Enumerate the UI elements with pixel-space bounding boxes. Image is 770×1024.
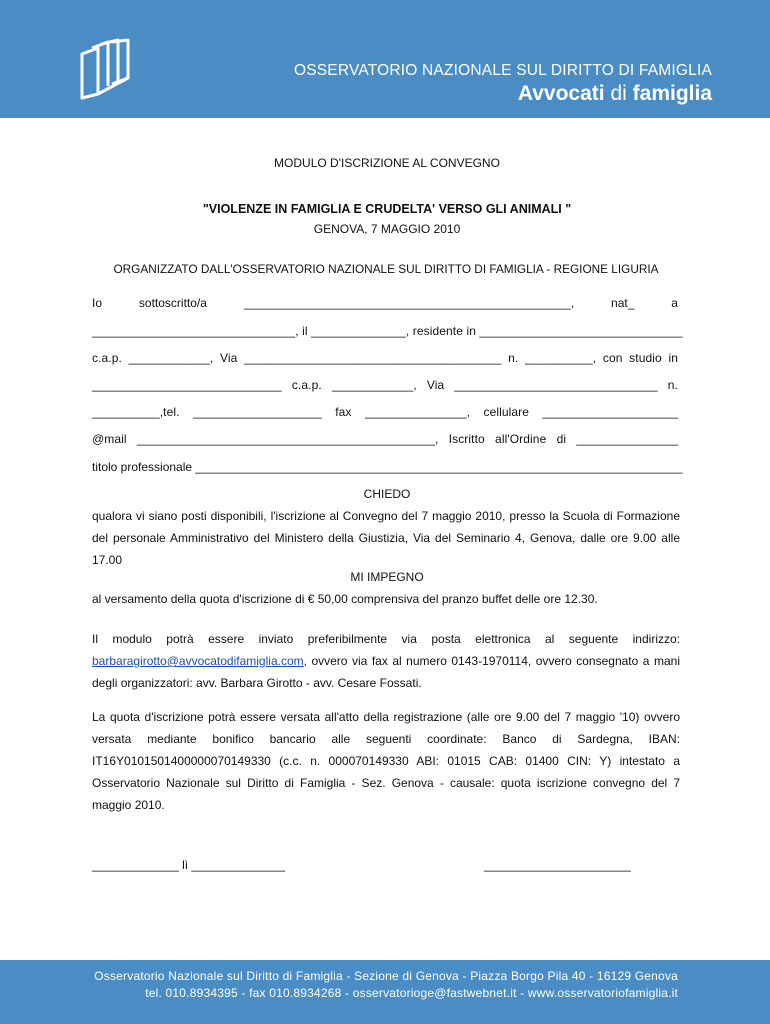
form-title: MODULO D'ISCRIZIONE AL CONVEGNO: [274, 156, 500, 170]
field-line-studio[interactable]: ____________________________ c.a.p. ____________, Via ______________________________ n.: [92, 378, 678, 392]
field-line-name[interactable]: Io sottoscritto/a _________________________________________________, nat_ a: [92, 296, 678, 310]
field-line-mail[interactable]: @mail ____________________________________________, Iscritto all'Ordine di _______________: [92, 432, 678, 446]
footer-contacts: tel. 010.8934395 - fax 010.8934268 - osservatorioge@fastwebnet.it - www.osservatoriofamiglia.it: [145, 986, 678, 1000]
chiedo-heading: CHIEDO: [363, 487, 411, 501]
organizer: ORGANIZZATO DALL'OSSERVATORIO NAZIONALE SUL DIRITTO DI FAMIGLIA - REGIONE LIGURIA: [113, 262, 659, 276]
signature-line[interactable]: ______________________: [484, 858, 631, 872]
invio-paragraph: Il modulo potrà essere inviato preferibilmente via posta elettronica al seguente indirizzo: barbaragirotto@avvocatodifamiglia.com, ovvero via fax al numero 0143-1970114, ovvero consegnato a mani degli organizzatori: avv. Barbara Girotto - avv. Cesare Fossati.: [92, 632, 680, 690]
event-place-date: GENOVA, 7 MAGGIO 2010: [313, 222, 461, 236]
impegno-text: al versamento della quota d'iscrizione di € 50,00 comprensiva del pranzo buffet delle ore 12.30.: [92, 592, 598, 606]
sign-place-date[interactable]: _____________ lì ______________: [92, 858, 285, 872]
field-line-address[interactable]: c.a.p. ____________, Via ______________________________________ n. __________, con studio in: [92, 351, 678, 365]
event-title: "VIOLENZE IN FAMIGLIA E CRUDELTA' VERSO GLI ANIMALI ": [202, 202, 572, 216]
header-banner: [0, 0, 770, 118]
quota-paragraph: La quota d'iscrizione potrà essere versata all'atto della registrazione (alle ore 9.00 del 7 maggio '10) ovvero versata mediante bonifico bancario alle seguenti coordinate: Banco di Sardegna, IBAN: IT16Y0101501400000070149330 (c.c. n. 000070149330 ABI: 01015 CAB: 01400 CIN: Y) intestato a Osservatorio Nazionale sul Diritto di Famiglia - Sez. Genova - causale: quota iscrizione convegno del 7 maggio 2010.: [92, 710, 680, 812]
field-line-birth[interactable]: ______________________________, il ______________, residente in ______________________________: [92, 324, 683, 338]
chiedo-text: qualora vi siano posti disponibili, l'iscrizione al Convegno del 7 maggio 2010, presso la Scuola di Formazione del personale Amministrativo del Ministero della Giustizia, Via del Seminario 4, Genova, dalle ore 9.00 alle 17.00: [92, 509, 680, 567]
footer-banner: [0, 960, 770, 1024]
impegno-heading: MI IMPEGNO: [350, 570, 424, 584]
organizer-email-link[interactable]: barbaragirotto@avvocatodifamiglia.com: [92, 654, 304, 668]
org-subtitle: Avvocati di famiglia: [517, 82, 712, 105]
org-name: OSSERVATORIO NAZIONALE SUL DIRITTO DI FAMIGLIA: [293, 62, 712, 79]
field-line-title[interactable]: titolo professionale _________________________________________________________________________: [92, 460, 683, 474]
footer-address: Osservatorio Nazionale sul Diritto di Famiglia - Sezione di Genova - Piazza Borgo Pila 40 - 16129 Genova: [94, 969, 678, 983]
field-line-contacts[interactable]: __________,tel. ___________________ fax _______________, cellulare ____________________: [92, 405, 678, 419]
books-logo-icon: [78, 38, 134, 100]
